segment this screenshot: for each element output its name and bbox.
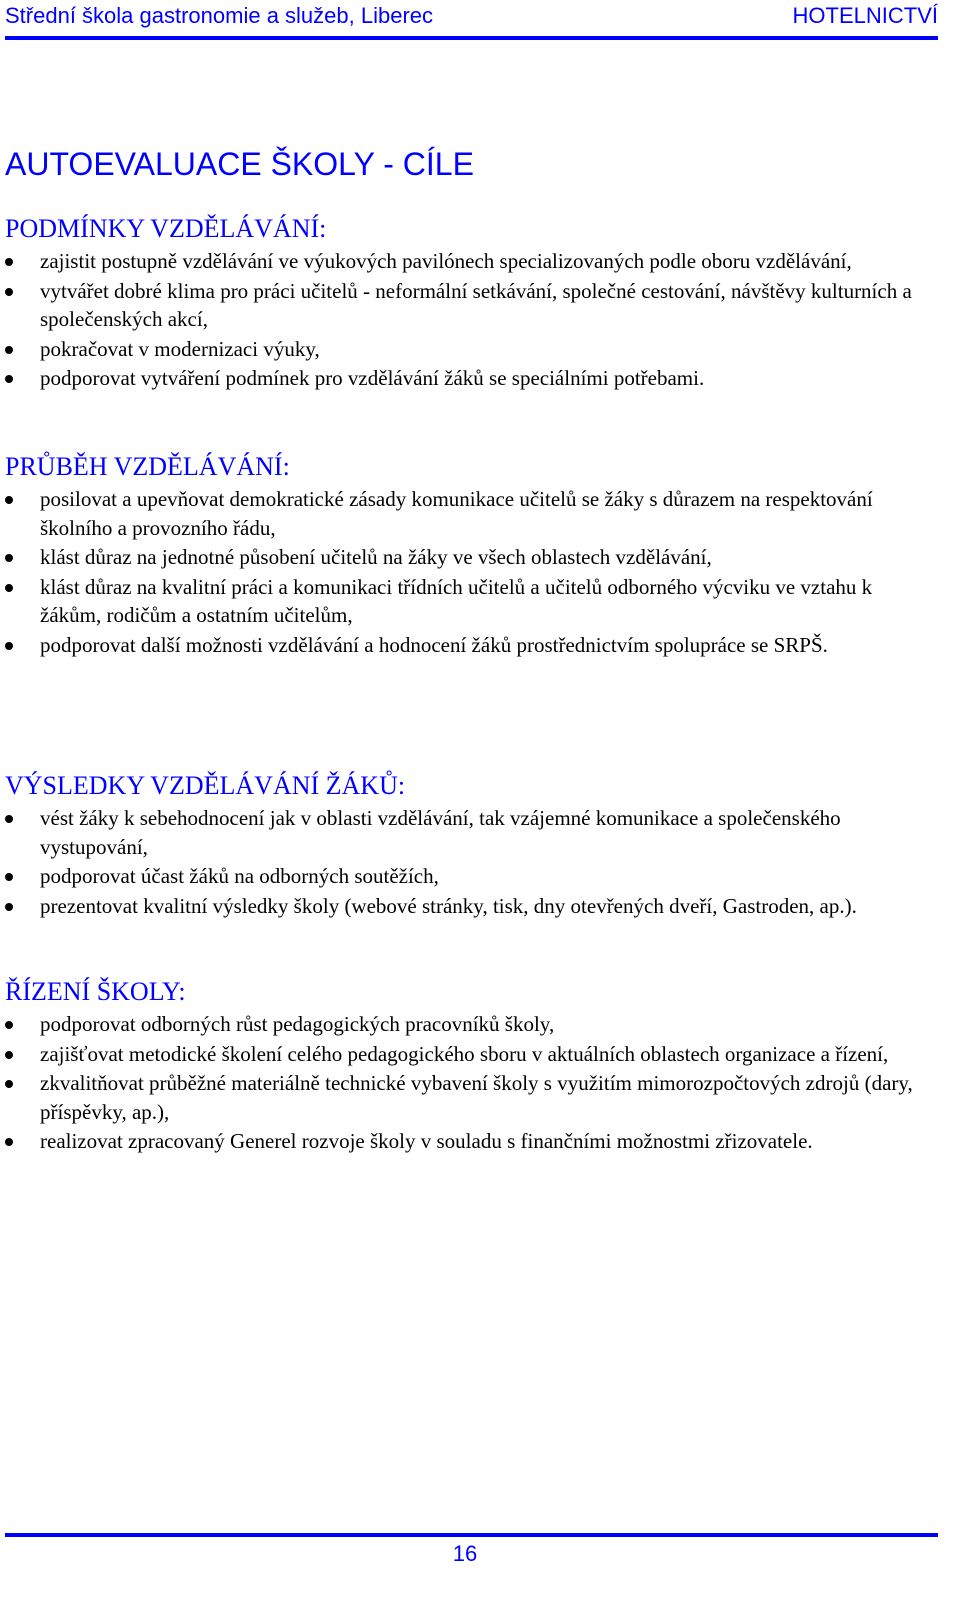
bullet-icon xyxy=(5,288,13,296)
bullet-icon xyxy=(5,1138,13,1146)
bullet-list xyxy=(5,804,930,920)
header-school-name: Střední škola gastronomie a služeb, Liberec xyxy=(5,3,434,28)
bullet-icon xyxy=(5,375,13,383)
section-heading: ŘÍZENÍ ŠKOLY: xyxy=(5,977,186,1006)
section-conditions xyxy=(5,214,930,394)
list-item: pokračovat v modernizaci výuky, xyxy=(5,335,930,364)
bullet-icon xyxy=(5,1080,13,1088)
document-title: AUTOEVALUACE ŠKOLY - CÍLE xyxy=(5,146,474,182)
list-item: podporovat vytváření podmínek pro vzdělávání žáků se speciálními potřebami. xyxy=(5,364,930,393)
bullet-list xyxy=(5,485,930,659)
bullet-icon xyxy=(5,496,13,504)
list-item: prezentovat kvalitní výsledky školy (webové stránky, tisk, dny otevřených dveří, Gastroden, ap.). xyxy=(5,892,930,921)
footer-divider xyxy=(5,1533,938,1537)
bullet-icon xyxy=(5,815,13,823)
list-item: zajišťovat metodické školení celého pedagogického sboru v aktuálních oblastech organizace a řízení, xyxy=(5,1040,930,1069)
list-item: vést žáky k sebehodnocení jak v oblasti vzdělávání, tak vzájemné komunikace a společenského vystupování, xyxy=(5,804,930,861)
list-item: podporovat další možnosti vzdělávání a hodnocení žáků prostřednictvím spolupráce se SRPŠ. xyxy=(5,631,930,660)
list-item: realizovat zpracovaný Generel rozvoje školy v souladu s finančními možnostmi zřizovatele. xyxy=(5,1127,930,1156)
list-item: zkvalitňovat průběžné materiálně technické vybavení školy s využitím mimorozpočtových zdrojů (dary, příspěvky, ap.), xyxy=(5,1069,930,1126)
header-field-name: HOTELNICTVÍ xyxy=(792,3,938,28)
list-item: posilovat a upevňovat demokratické zásady komunikace učitelů se žáky s důrazem na respektování školního a provozního řádu, xyxy=(5,485,930,542)
section-management xyxy=(5,977,930,1157)
bullet-icon xyxy=(5,346,13,354)
bullet-icon xyxy=(5,1051,13,1059)
bullet-icon xyxy=(5,584,13,592)
bullet-icon xyxy=(5,903,13,911)
section-results xyxy=(5,771,930,921)
bullet-icon xyxy=(5,873,13,881)
page-header xyxy=(5,0,938,40)
bullet-icon xyxy=(5,1021,13,1029)
section-heading: VÝSLEDKY VZDĚLÁVÁNÍ ŽÁKŮ: xyxy=(5,771,406,800)
bullet-list xyxy=(5,247,930,393)
list-item: klást důraz na kvalitní práci a komunikaci třídních učitelů a učitelů odborného výcviku ve vztahu k žákům, rodičům a ostatním učitelům, xyxy=(5,573,930,630)
list-item: zajistit postupně vzdělávání ve výukových pavilónech specializovaných podle oboru vzdělávání, xyxy=(5,247,930,276)
list-item: podporovat účast žáků na odborných soutěžích, xyxy=(5,862,930,891)
page-number: 16 xyxy=(452,1541,478,1566)
bullet-icon xyxy=(5,642,13,650)
list-item: klást důraz na jednotné působení učitelů na žáky ve všech oblastech vzdělávání, xyxy=(5,543,930,572)
section-process xyxy=(5,452,930,660)
section-heading: PRŮBĚH VZDĚLÁVÁNÍ: xyxy=(5,452,290,481)
list-item: vytvářet dobré klima pro práci učitelů - neformální setkávání, společné cestování, návštěvy kulturních a společenských akcí, xyxy=(5,277,930,334)
bullet-icon xyxy=(5,258,13,266)
bullet-list xyxy=(5,1010,930,1156)
bullet-icon xyxy=(5,554,13,562)
section-heading: PODMÍNKY VZDĚLÁVÁNÍ: xyxy=(5,214,327,243)
list-item: podporovat odborných růst pedagogických pracovníků školy, xyxy=(5,1010,930,1039)
